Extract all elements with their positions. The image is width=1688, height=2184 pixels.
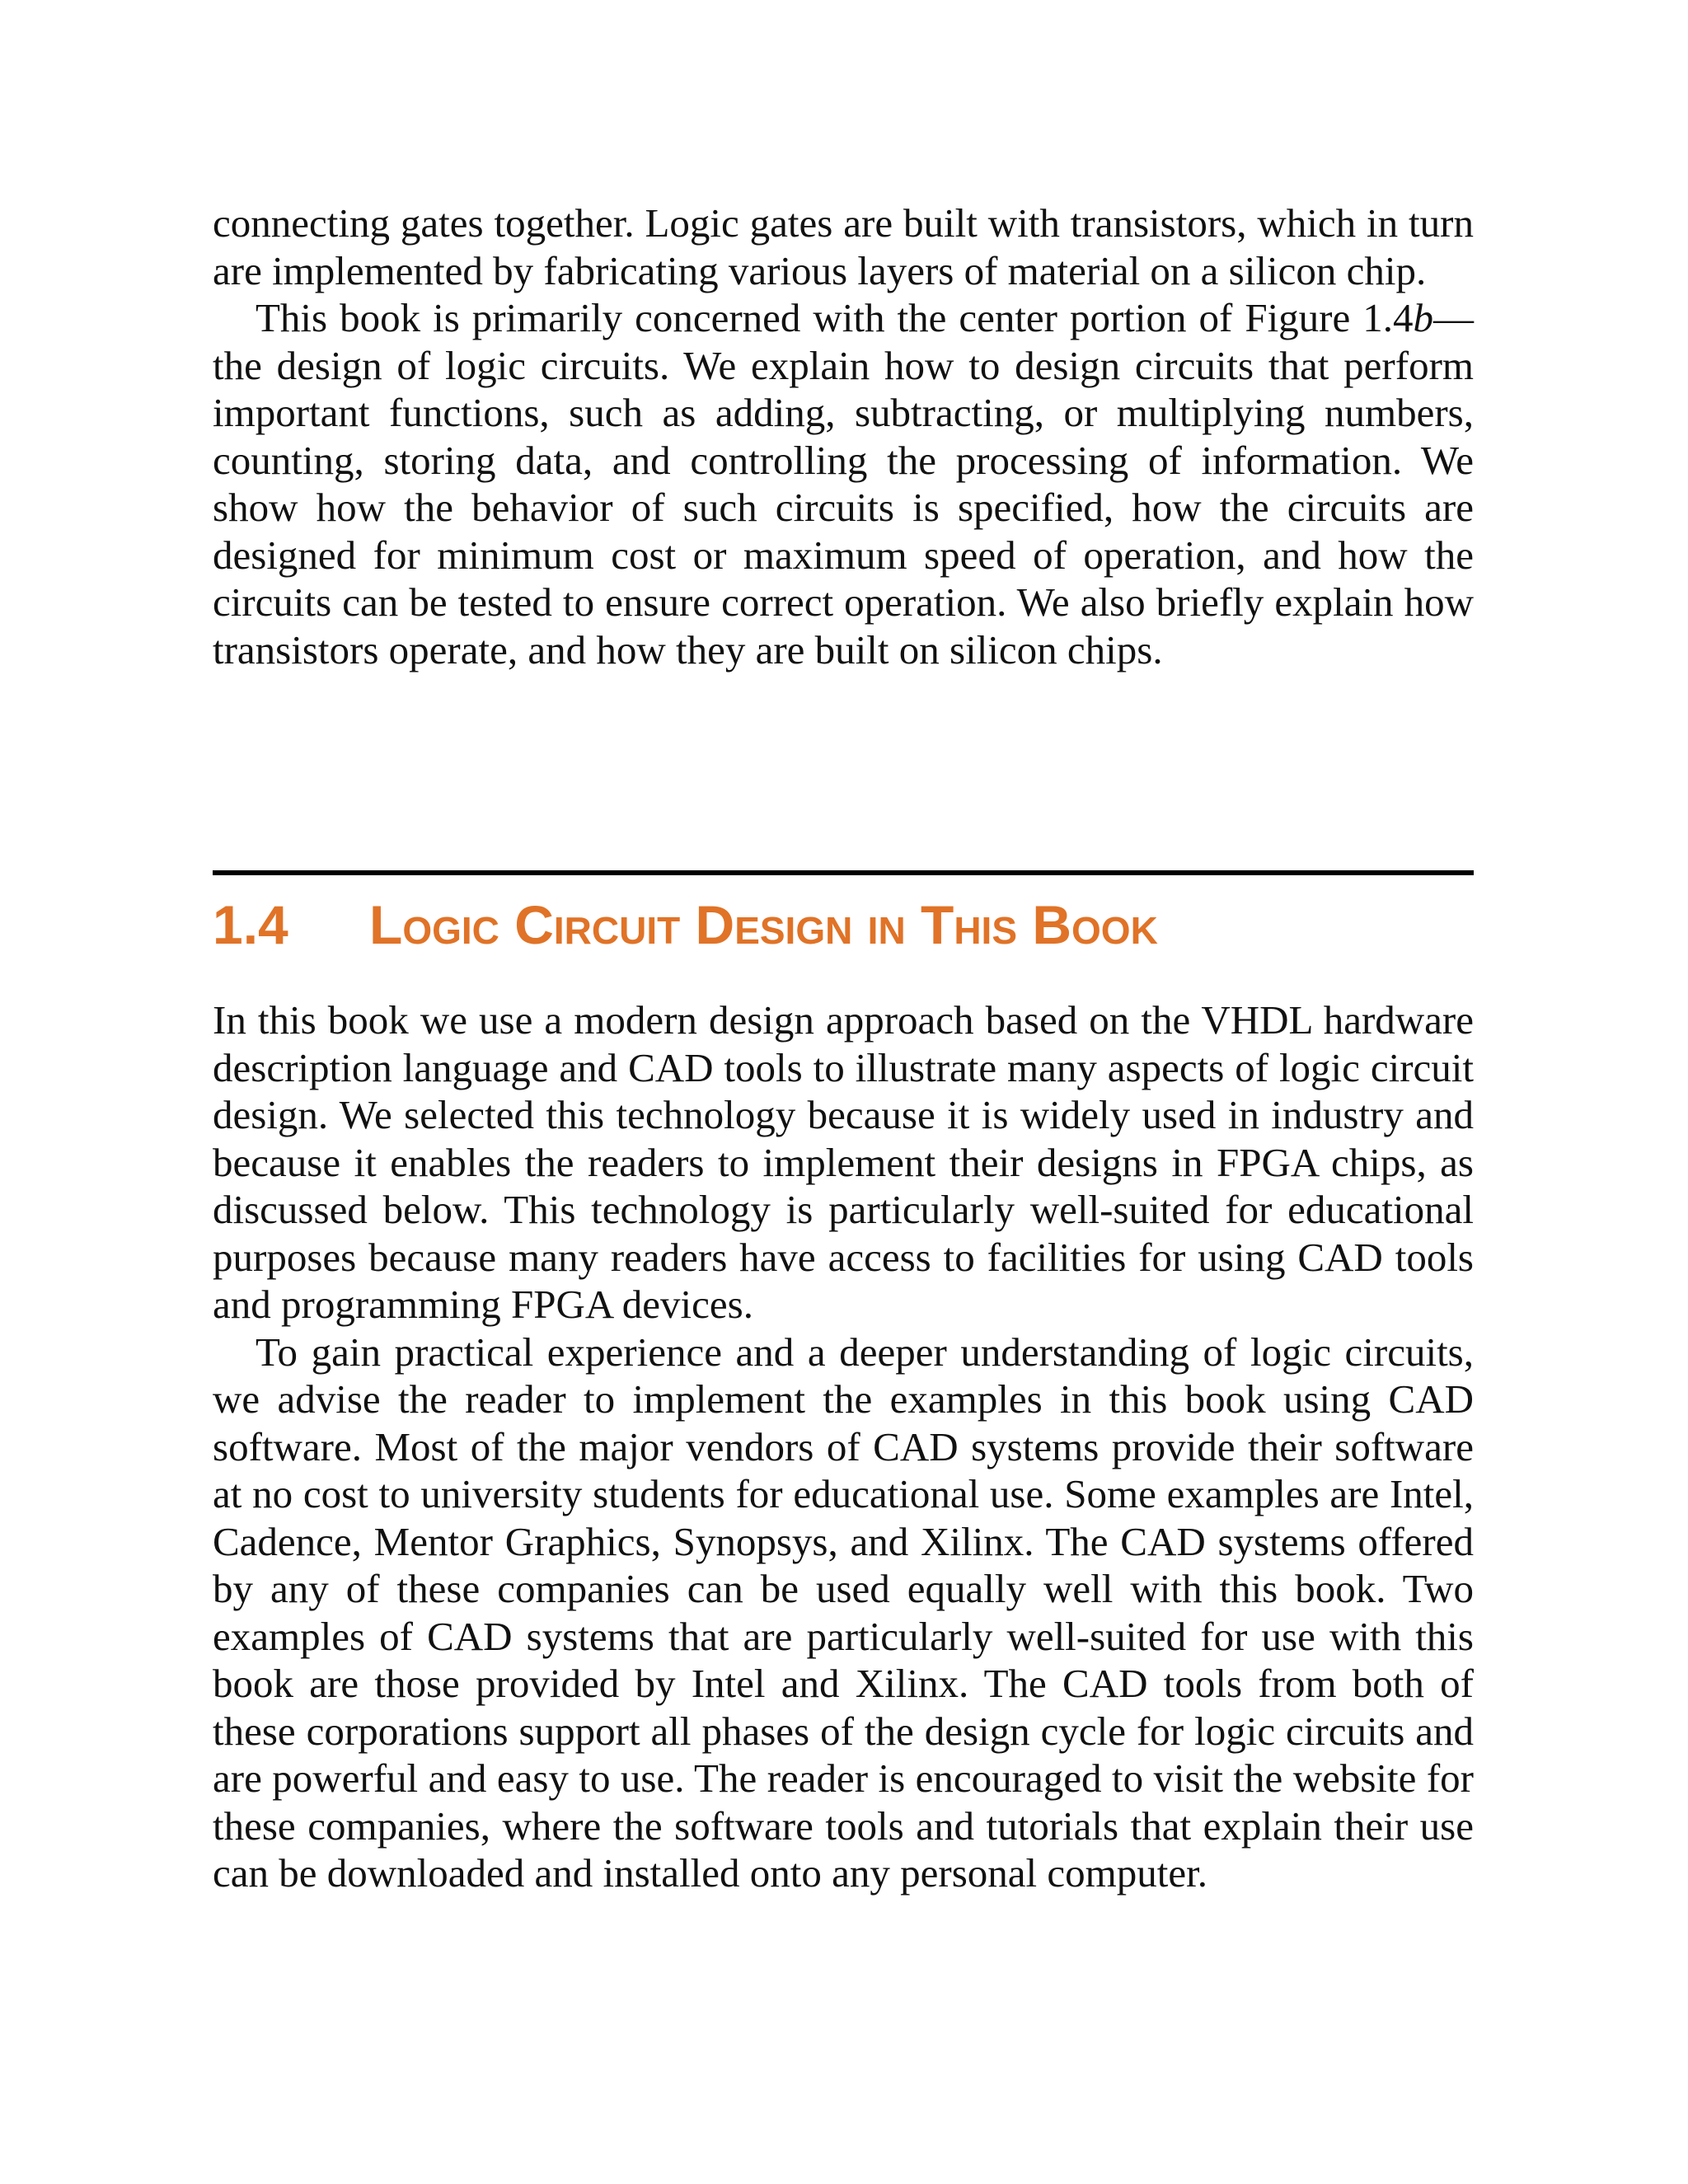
section-body — [213, 996, 1474, 1897]
section-number: 1.4 — [213, 894, 288, 955]
paragraph-design-approach: In this book we use a modern design approach based on the VHDL hardware description language and CAD tools to illustrate many aspects of logic circuit design. We selected this technology because it is widely used in industry and because it enables the readers to implement their designs in FPGA chips, as discussed below. This technology is particularly well-suited for educational purposes because many readers have access to facilities for using CAD tools and programming FPGA devices. — [213, 997, 1474, 1327]
paragraph-book-focus — [213, 294, 1474, 673]
section-title: Logic Circuit Design in This Book — [369, 894, 1158, 955]
figure-ref-suffix: b — [1413, 295, 1433, 340]
paragraph-book-focus-text-a: This book is primarily concerned with the center portion of Figure 1.4 — [256, 295, 1414, 340]
paragraph-book-focus-text-b: —the design of logic circuits. We explain how to design circuits that perform important functions, such as adding, subtracting, or multiplying numbers, counting, storing data, and controlling the processing of information. We show how the behavior of such circuits is specified, how the circuits are designed for minimum cost or maximum speed of operation, and how the circuits can be tested to ensure correct operation. We also briefly explain how transistors operate, and how they are built on silicon chips. — [213, 295, 1474, 673]
paragraph-cad-software: To gain practical experience and a deeper understanding of logic circuits, we advise the reader to implement the examples in this book using CAD software. Most of the major vendors of CAD systems provide their software at no cost to university students for educational use. Some examples are Intel, Cadence, Mentor Graphics, Synopsys, and Xilinx. The CAD systems offered by any of these companies can be used equally well with this book. Two examples of CAD systems that are particularly well-suited for use with this book are those provided by Intel and Xilinx. The CAD tools from both of these corporations support all phases of the design cycle for logic circuits and are powerful and easy to use. The reader is encouraged to visit the website for these companies, where the software tools and tutorials that explain their use can be downloaded and installed onto any personal computer. — [213, 1329, 1474, 1896]
section-heading — [213, 892, 1474, 958]
section-divider-rule — [213, 870, 1474, 875]
continuation-text — [213, 199, 1474, 673]
paragraph-continued: connecting gates together. Logic gates are built with transistors, which in turn are implemented by fabricating various layers of material on a silicon chip. — [213, 200, 1474, 293]
